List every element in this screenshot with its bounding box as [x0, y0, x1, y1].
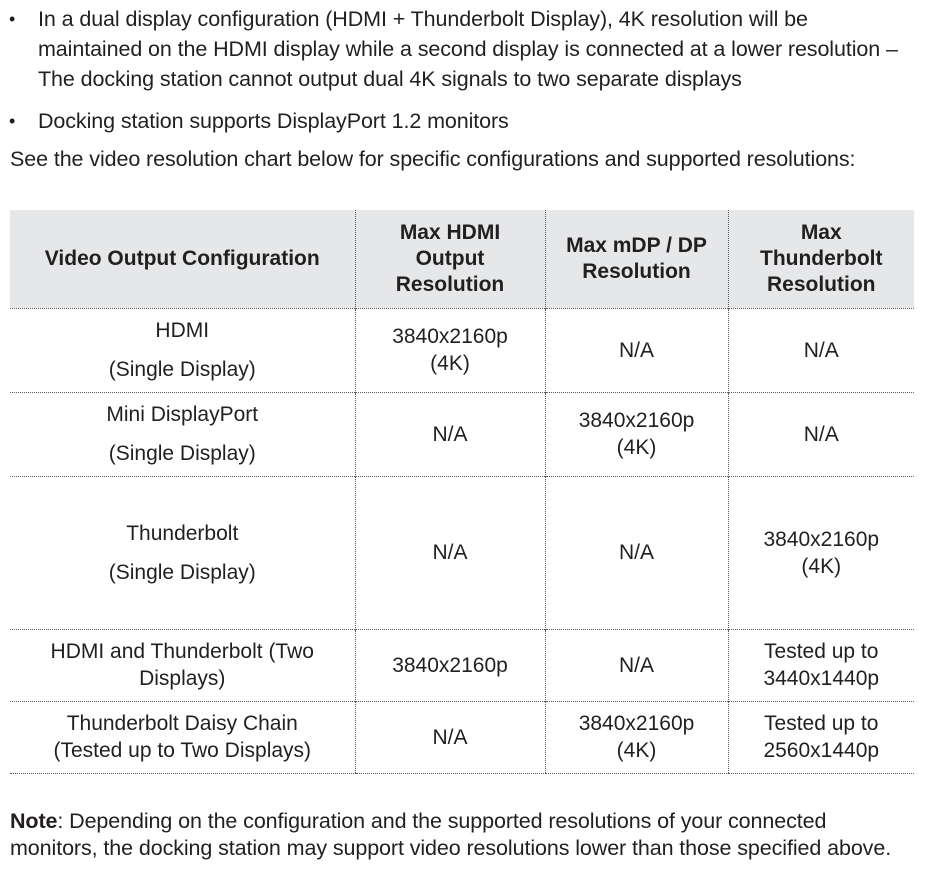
- table-row: [10, 476, 914, 629]
- bullet-text: Docking station supports DisplayPort 1.2 monitors: [38, 109, 509, 133]
- column-header-mdp: Max mDP / DP Resolution: [545, 210, 728, 308]
- bullet-marker: •: [9, 111, 16, 131]
- hdmi-cell: N/A: [355, 701, 545, 773]
- bullet-item-displayport: [0, 106, 900, 136]
- hdmi-cell: 3840x2160p: [355, 629, 545, 701]
- table-row: [10, 308, 914, 392]
- bullet-text: In a dual display configuration (HDMI + Thunderbolt Display), 4K resolution will be maintained on the HDMI display while a second display is connected at a lower resolution – The docking station cannot output dual 4K signals to two separate displays: [38, 7, 898, 91]
- thunderbolt-cell: N/A: [728, 392, 914, 476]
- note-paragraph: [10, 808, 910, 862]
- video-resolution-table: [10, 210, 914, 774]
- intro-paragraph: See the video resolution chart below for specific configurations and supported resolutions:: [10, 147, 856, 171]
- table-header-row: [10, 210, 914, 308]
- thunderbolt-cell: Tested up to 3440x1440p: [728, 629, 914, 701]
- mdp-cell: 3840x2160p (4K): [545, 392, 728, 476]
- mdp-cell: N/A: [545, 308, 728, 392]
- note-text: : Depending on the configuration and the supported resolutions of your connected monitors, the docking station may support video resolutions lower than those specified above.: [10, 809, 892, 860]
- mdp-cell: 3840x2160p (4K): [545, 701, 728, 773]
- bullet-item-dual-display: [0, 4, 900, 94]
- column-header-hdmi: Max HDMI Output Resolution: [355, 210, 545, 308]
- config-cell: Thunderbolt (Single Display): [10, 476, 355, 629]
- table-row: [10, 629, 914, 701]
- table-row: [10, 392, 914, 476]
- bullet-marker: •: [9, 9, 16, 29]
- hdmi-cell: 3840x2160p (4K): [355, 308, 545, 392]
- config-cell: Thunderbolt Daisy Chain (Tested up to Two Displays): [10, 701, 355, 773]
- config-cell: Mini DisplayPort (Single Display): [10, 392, 355, 476]
- note-label: Note: [10, 809, 58, 833]
- mdp-cell: N/A: [545, 476, 728, 629]
- hdmi-cell: N/A: [355, 476, 545, 629]
- table-row: [10, 701, 914, 773]
- config-cell: HDMI and Thunderbolt (Two Displays): [10, 629, 355, 701]
- thunderbolt-cell: N/A: [728, 308, 914, 392]
- mdp-cell: N/A: [545, 629, 728, 701]
- column-header-configuration: Video Output Configuration: [10, 210, 355, 308]
- thunderbolt-cell: 3840x2160p (4K): [728, 476, 914, 629]
- column-header-thunderbolt: Max Thunderbolt Resolution: [728, 210, 914, 308]
- hdmi-cell: N/A: [355, 392, 545, 476]
- config-cell: HDMI (Single Display): [10, 308, 355, 392]
- thunderbolt-cell: Tested up to 2560x1440p: [728, 701, 914, 773]
